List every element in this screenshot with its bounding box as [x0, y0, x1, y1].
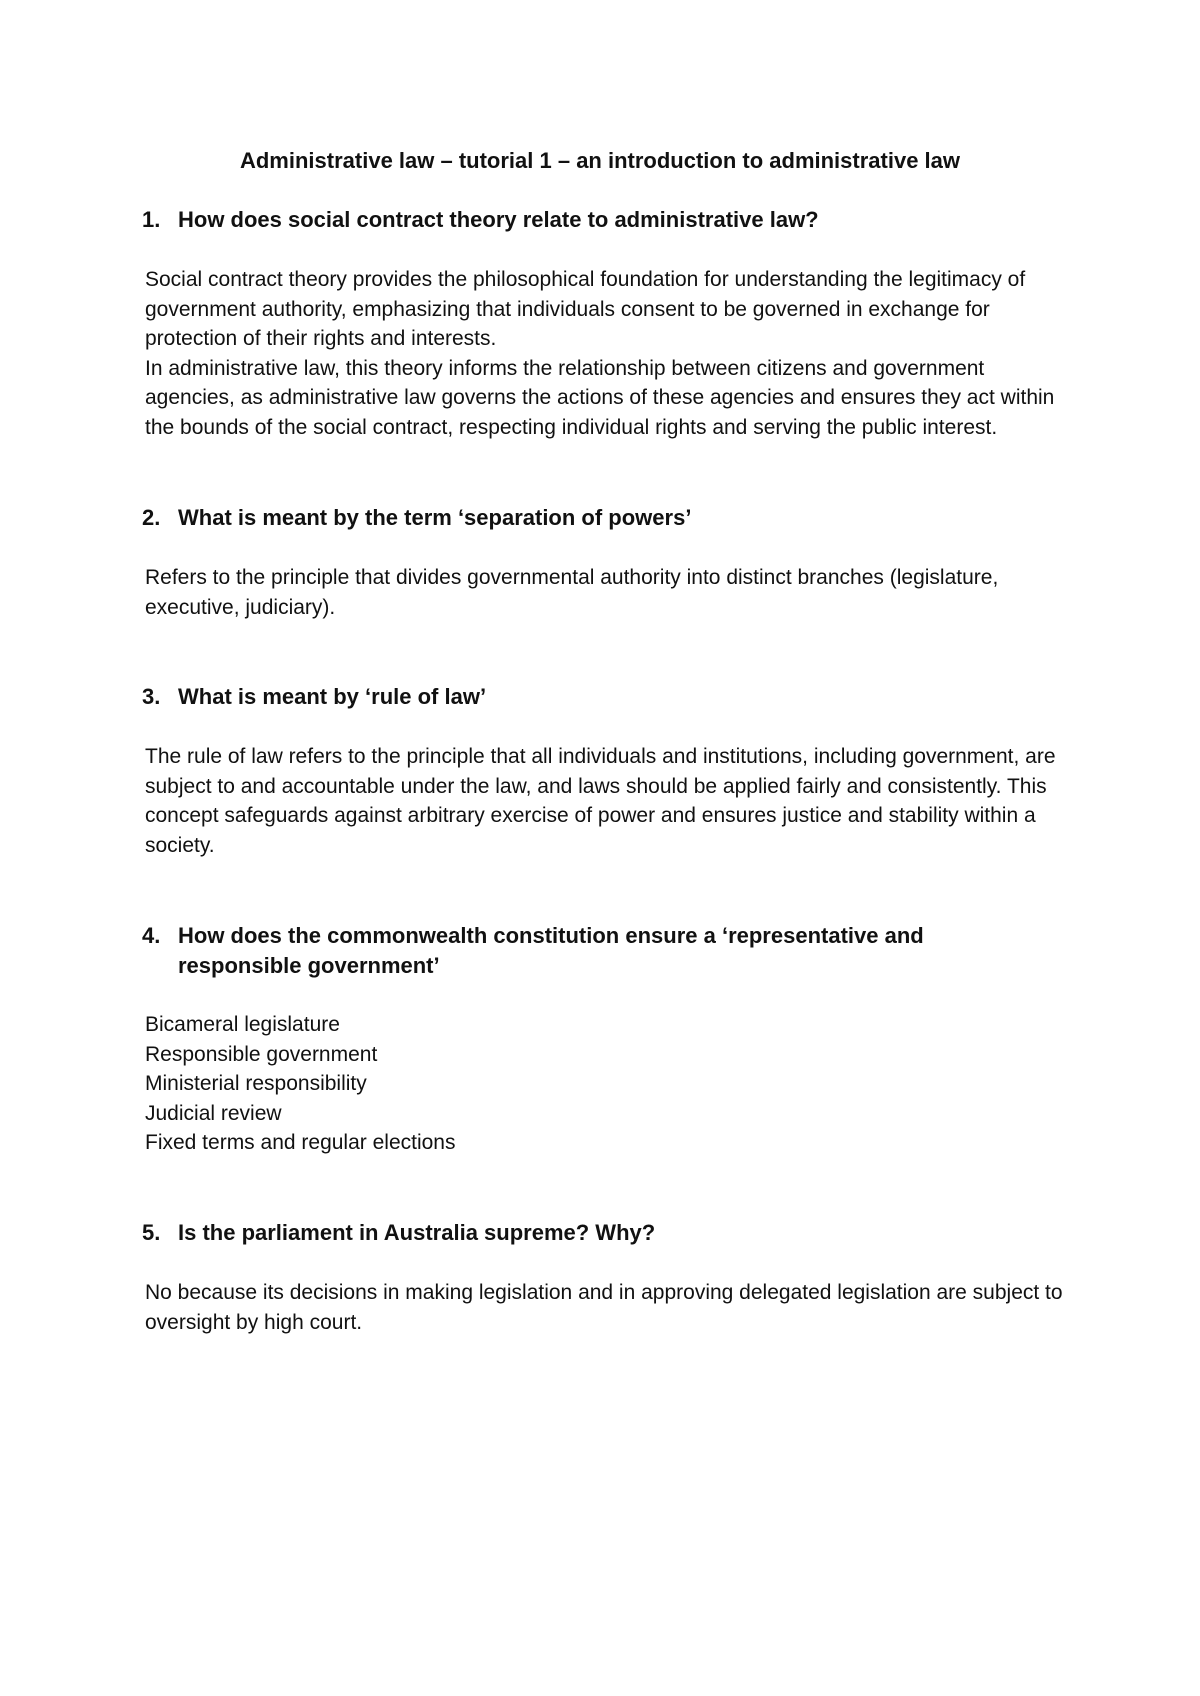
question-text: How does the commonwealth constitution ensure a ‘representative and responsible government’ [178, 923, 924, 978]
question-5-answer [145, 1278, 1075, 1337]
list-item: Ministerial responsibility [145, 1072, 367, 1095]
question-3-answer [145, 742, 1075, 860]
question-2-heading [142, 503, 998, 533]
question-text: What is meant by the term ‘separation of powers’ [178, 505, 692, 530]
list-item: Responsible government [145, 1042, 378, 1066]
list-item: Judicial review [145, 1101, 282, 1125]
question-number: 1. [142, 207, 161, 232]
answer-paragraph: Refers to the principle that divides governmental authority into distinct branches (legislature, executive, judiciary). [145, 566, 999, 619]
answer-paragraph: In administrative law, this theory informs the relationship between citizens and government agencies, as administrative law governs the actions of these agencies and ensures they act within the bounds of the social contract, respecting individual rights and serving the public interest. [145, 356, 1055, 439]
answer-paragraph: Social contract theory provides the philosophical foundation for understanding the legitimacy of government authority, emphasizing that individuals consent to be governed in exchange for protection of their rights and interests. [145, 268, 1026, 350]
question-number: 5. [142, 1220, 161, 1245]
list-item: Bicameral legislature [145, 1013, 340, 1036]
question-number: 4. [142, 923, 161, 948]
list-item: Fixed terms and regular elections [145, 1131, 456, 1154]
document-title: Administrative law – tutorial 1 – an introduction to administrative law [239, 148, 961, 173]
answer-paragraph: No because its decisions in making legislation and in approving delegated legislation are subject to oversight by high court. [145, 1281, 1063, 1334]
question-number: 2. [142, 505, 161, 530]
question-1-answer [145, 265, 1075, 442]
question-3-heading [142, 682, 998, 712]
question-5-heading [142, 1218, 998, 1248]
answer-paragraph: The rule of law refers to the principle that all individuals and institutions, including government, are subject to and accountable under the law, and laws should be applied fairly and consistently. This concept safeguards against arbitrary exercise of power and ensures justice and stability within a society. [145, 745, 1056, 857]
question-4-heading [142, 921, 958, 981]
question-number: 3. [142, 684, 161, 709]
question-text: Is the parliament in Australia supreme? Why? [178, 1220, 656, 1245]
question-2-answer [145, 563, 1075, 622]
question-4-answer-list [145, 1010, 1075, 1158]
question-1-heading [142, 205, 998, 235]
question-text: What is meant by ‘rule of law’ [178, 684, 487, 709]
question-text: How does social contract theory relate to administrative law? [178, 207, 819, 232]
